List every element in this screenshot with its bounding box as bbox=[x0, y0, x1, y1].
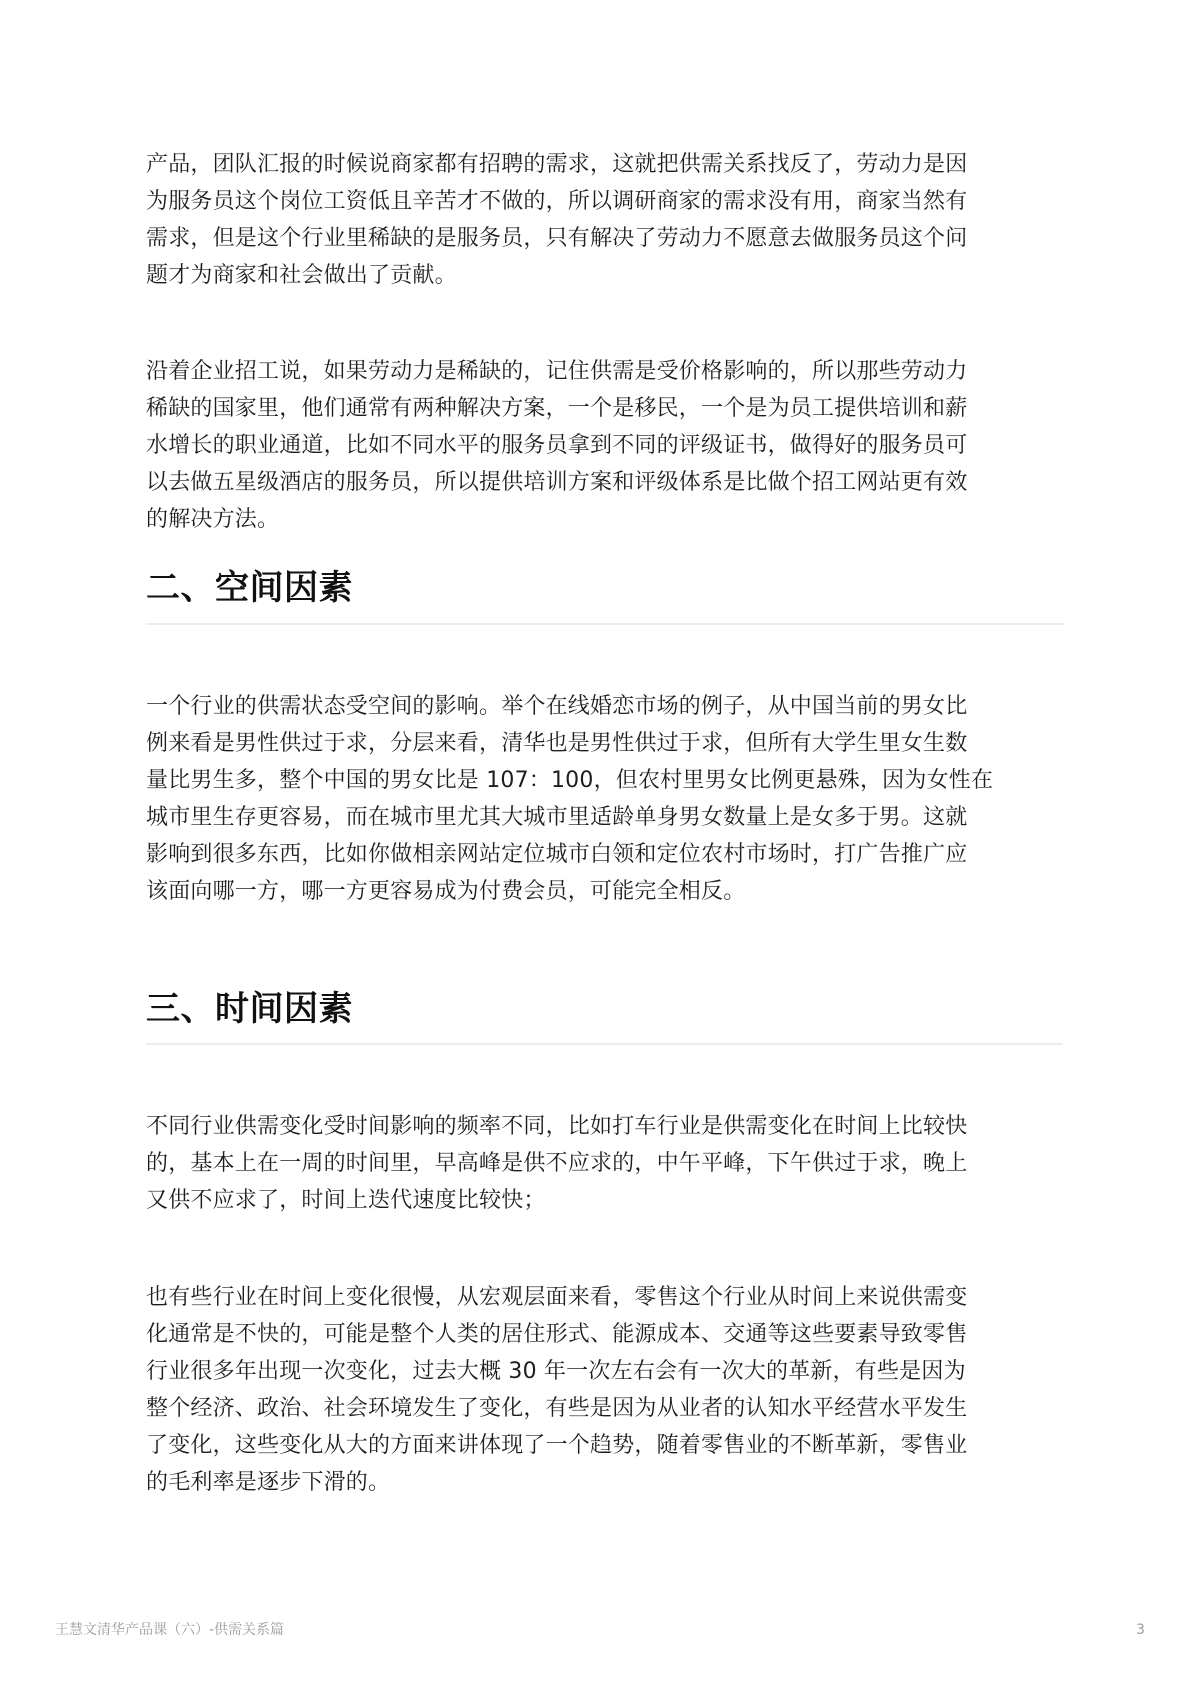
text-line: 例来看是男性供过于求，分层来看，清华也是男性供过于求，但所有大学生里女生数 bbox=[146, 731, 968, 756]
text-line: 题才为商家和社会做出了贡献。 bbox=[146, 263, 457, 288]
text-line: 的，基本上在一周的时间里，早高峰是供不应求的，中午平峰，下午供过于求，晚上 bbox=[146, 1151, 968, 1176]
section-divider bbox=[146, 1043, 1063, 1045]
paragraph-text bbox=[146, 688, 1046, 910]
text-line: 该面向哪一方，哪一方更容易成为付费会员，可能完全相反。 bbox=[146, 879, 746, 904]
text-line: 一个行业的供需状态受空间的影响。举个在线婚恋市场的例子，从中国当前的男女比 bbox=[146, 694, 968, 719]
text-line: 整个经济、政治、社会环境发生了变化，有些是因为从业者的认知水平经营水平发生 bbox=[146, 1396, 968, 1421]
text-line: 需求，但是这个行业里稀缺的是服务员，只有解决了劳动力不愿意去做服务员这个问 bbox=[146, 226, 968, 251]
paragraph-time-slow bbox=[146, 1279, 1046, 1501]
text-line: 影响到很多东西，比如你做相亲网站定位城市白领和定位农村市场时，打广告推广应 bbox=[146, 842, 968, 867]
paragraph-text bbox=[146, 146, 1046, 294]
section-heading-time-factor: 三、时间因素 bbox=[146, 989, 353, 1029]
text-line: 行业很多年出现一次变化，过去大概 30 年一次左右会有一次大的革新，有些是因为 bbox=[146, 1359, 966, 1384]
paragraph-labor-supply bbox=[146, 146, 1046, 294]
text-line: 以去做五星级酒店的服务员，所以提供培训方案和评级体系是比做个招工网站更有效 bbox=[146, 470, 968, 495]
text-line: 不同行业供需变化受时间影响的频率不同，比如打车行业是供需变化在时间上比较快 bbox=[146, 1114, 968, 1139]
text-line: 又供不应求了，时间上迭代速度比较快； bbox=[146, 1188, 546, 1213]
text-line: 的毛利率是逐步下滑的。 bbox=[146, 1470, 391, 1495]
text-line: 产品，团队汇报的时候说商家都有招聘的需求，这就把供需关系找反了，劳动力是因 bbox=[146, 152, 968, 177]
paragraph-text bbox=[146, 1108, 1046, 1219]
text-line: 城市里生存更容易，而在城市里尤其大城市里适龄单身男女数量上是女多于男。这就 bbox=[146, 805, 968, 830]
section-heading-space-factor: 二、空间因素 bbox=[146, 568, 353, 608]
text-line: 了变化，这些变化从大的方面来讲体现了一个趋势，随着零售业的不断革新，零售业 bbox=[146, 1433, 968, 1458]
text-line: 为服务员这个岗位工资低且辛苦才不做的，所以调研商家的需求没有用，商家当然有 bbox=[146, 189, 968, 214]
text-line: 也有些行业在时间上变化很慢，从宏观层面来看，零售这个行业从时间上来说供需变 bbox=[146, 1285, 968, 1310]
paragraph-time-fast bbox=[146, 1108, 1046, 1219]
paragraph-text bbox=[146, 1279, 1046, 1501]
text-line: 稀缺的国家里，他们通常有两种解决方案，一个是移民，一个是为员工提供培训和薪 bbox=[146, 396, 968, 421]
paragraph-recruitment bbox=[146, 353, 1046, 538]
text-line: 化通常是不快的，可能是整个人类的居住形式、能源成本、交通等这些要素导致零售 bbox=[146, 1322, 968, 1347]
text-line: 量比男生多，整个中国的男女比是 107：100，但农村里男女比例更悬殊，因为女性在 bbox=[146, 768, 994, 793]
section-divider bbox=[146, 623, 1063, 625]
text-line: 的解决方法。 bbox=[146, 507, 280, 532]
text-line: 沿着企业招工说，如果劳动力是稀缺的，记住供需是受价格影响的，所以那些劳动力 bbox=[146, 359, 968, 384]
footer-document-title: 王慧文清华产品课（六）-供需关系篇 bbox=[55, 1622, 285, 1638]
text-line: 水增长的职业通道，比如不同水平的服务员拿到不同的评级证书，做得好的服务员可 bbox=[146, 433, 968, 458]
footer-page-number: 3 bbox=[1136, 1622, 1145, 1638]
paragraph-text bbox=[146, 353, 1046, 538]
paragraph-space-factor bbox=[146, 688, 1046, 910]
